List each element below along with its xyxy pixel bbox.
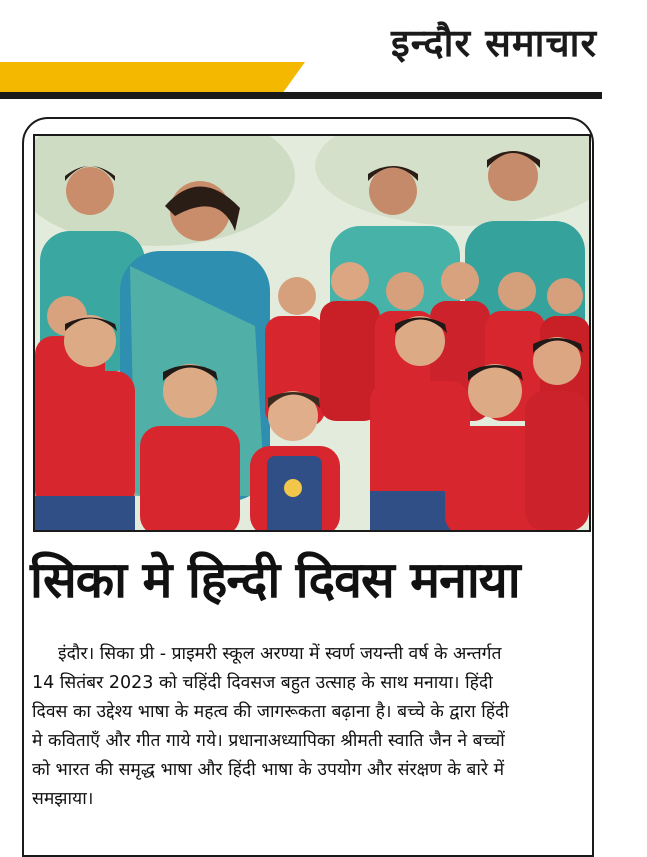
photo-illustration [35,136,589,530]
masthead-rule [0,92,602,99]
masthead [0,0,647,102]
body-line: को भारत की समृद्ध भाषा और हिंदी भाषा के उपयोग और संरक्षण के बारे में [32,760,505,780]
body-line: 14 सितंबर 2023 को चहिंदी दिवसज बहुत उत्साह के साथ मनाया। हिंदी [32,673,493,693]
article-photo [33,134,591,532]
body-line: समझाया। [32,789,94,809]
article-headline: सिका मे हिन्दी दिवस मनाया [30,551,520,609]
body-line: दिवस का उद्देश्य भाषा के महत्व की जागरूकता बढ़ाना है। बच्चे के द्वारा हिंदी [32,702,509,722]
masthead-yellow-band [0,62,305,96]
section-title: इन्दौर समाचार [391,21,597,65]
body-line: इंदौर। सिका प्री - प्राइमरी स्कूल अरण्या में स्वर्ण जयन्ती वर्ष के अन्तर्गत [58,644,502,664]
body-line: मे कविताएँ और गीत गाये गये। प्रधानाअध्यापिका श्रीमती स्वाति जैन ने बच्चों [32,731,505,751]
article-body [32,640,598,814]
